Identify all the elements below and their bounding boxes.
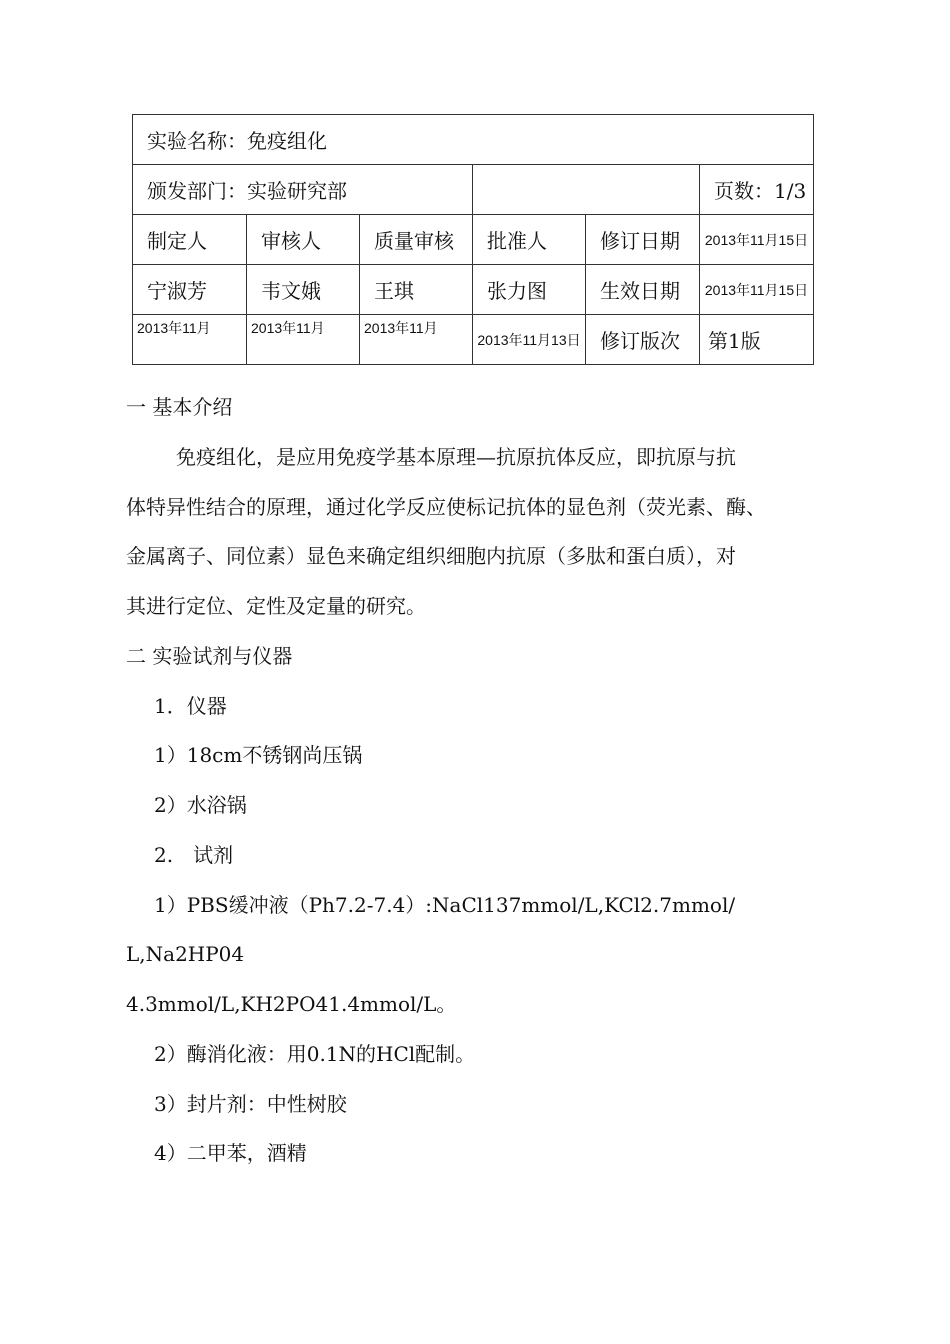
item-enzyme-digest: 2）酶消化液：用0.1N的HCl配制。 — [154, 1042, 476, 1066]
role-author: 制定人 — [133, 215, 247, 265]
item-pbs-line-3: 4.3mmol/L,KH2PO41.4mmol/L。 — [126, 992, 457, 1016]
page-count: 页数：1/3 — [700, 165, 814, 215]
item-instruments: 1．仪器 — [154, 694, 227, 718]
author-name: 宁淑芳 — [133, 265, 247, 315]
role-quality: 质量审核 — [360, 215, 473, 265]
item-pbs-line-1: 1）PBS缓冲液（Ph7.2-7.4）:NaCl137mmol/L,KCl2.7mmol/ — [154, 893, 736, 917]
revision-date-value: 2013年11月15日 — [700, 215, 814, 265]
author-date: 2013年11月 — [133, 315, 247, 365]
intro-line-3: 金属离子、同位素）显色来确定组织细胞内抗原（多肽和蛋白质），对 — [126, 544, 736, 568]
effective-date-value: 2013年11月15日 — [700, 265, 814, 315]
reviewer-date: 2013年11月 — [247, 315, 360, 365]
role-approver: 批准人 — [473, 215, 586, 265]
intro-line-4: 其进行定位、定性及定量的研究。 — [126, 594, 426, 618]
item-xylene-alcohol: 4）二甲苯，酒精 — [154, 1141, 307, 1165]
header-row-title — [133, 115, 814, 165]
header-table — [132, 114, 814, 365]
item-mounting-agent: 3）封片剂：中性树胶 — [154, 1092, 347, 1116]
header-row-dates — [133, 315, 814, 365]
header-row-names — [133, 265, 814, 315]
approver-name: 张力图 — [473, 265, 586, 315]
revision-version-value: 第1版 — [700, 315, 814, 365]
header-row-dept — [133, 165, 814, 215]
item-water-bath: 2）水浴锅 — [154, 793, 247, 817]
quality-name: 王琪 — [360, 265, 473, 315]
revision-version-label: 修订版次 — [586, 315, 700, 365]
role-reviewer: 审核人 — [247, 215, 360, 265]
item-pressure-cooker: 1）18cm不锈钢尚压锅 — [154, 743, 363, 767]
blank-cell — [473, 165, 700, 215]
item-pbs-line-2: L,Na2HP04 — [126, 942, 245, 966]
effective-date-label: 生效日期 — [586, 265, 700, 315]
intro-line-1: 免疫组化，是应用免疫学基本原理—抗原抗体反应，即抗原与抗 — [176, 445, 736, 469]
intro-line-2: 体特异性结合的原理，通过化学反应使标记抗体的显色剂（荧光素、酶、 — [126, 495, 766, 519]
section-1-heading: 一 基本介绍 — [126, 395, 233, 419]
section-2-heading: 二 实验试剂与仪器 — [126, 644, 293, 668]
header-row-roles — [133, 215, 814, 265]
approver-date: 2013年11月13日 — [473, 315, 586, 365]
reviewer-name: 韦文娥 — [247, 265, 360, 315]
experiment-name: 实验名称：免疫组化 — [133, 115, 814, 165]
issuing-department: 颁发部门：实验研究部 — [133, 165, 473, 215]
quality-date: 2013年11月 — [360, 315, 473, 365]
item-reagents: 2. 试剂 — [154, 843, 234, 867]
revision-date-label: 修订日期 — [586, 215, 700, 265]
